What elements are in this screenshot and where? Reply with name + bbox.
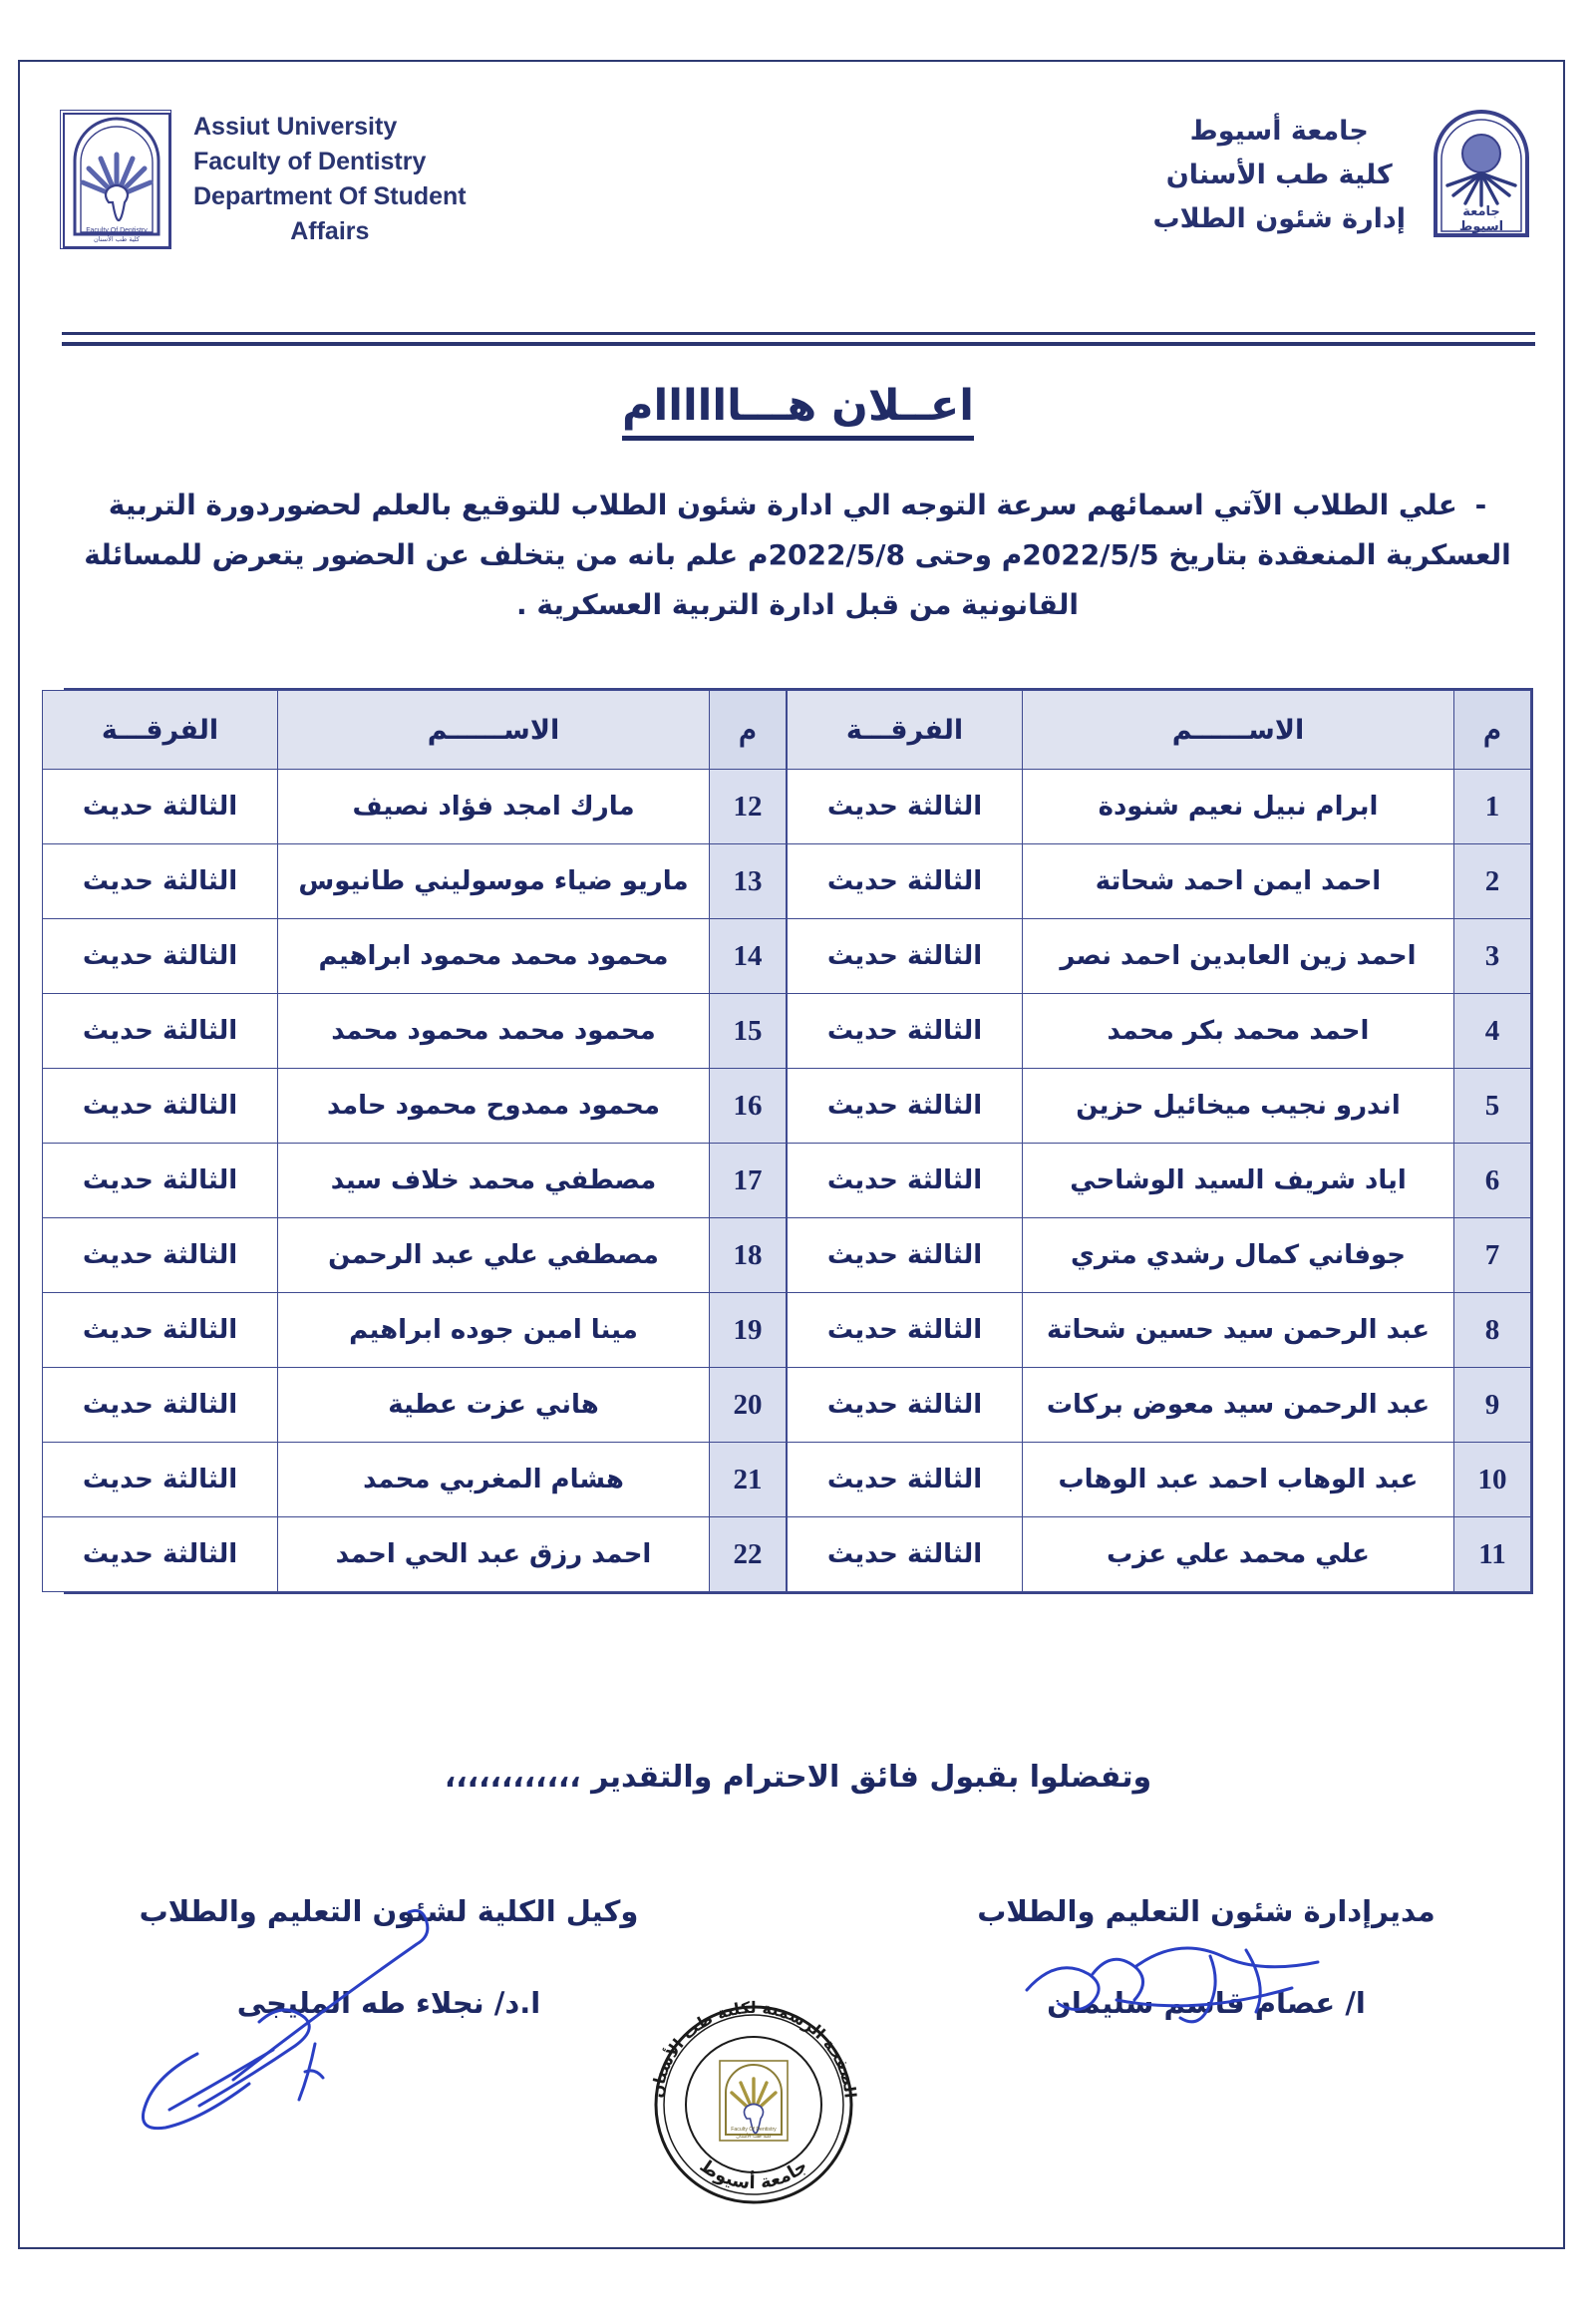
cell-num: 3 xyxy=(1454,919,1531,994)
cell-num: 10 xyxy=(1454,1443,1531,1517)
signature-title-left: وكيل الكلية لشئون التعليم والطلاب xyxy=(139,1894,639,1928)
svg-text:جامعة أسيوط xyxy=(696,2155,811,2193)
header-ar-line2: كلية طب الأسنان xyxy=(1165,160,1393,191)
cell-student-name: عبد الوهاب احمد عبد الوهاب xyxy=(1023,1443,1454,1517)
cell-student-name: هاني عزت عطية xyxy=(278,1368,710,1443)
header-ar-line1: جامعة أسيوط xyxy=(1189,116,1369,148)
table-row xyxy=(788,1144,1531,1218)
header-arabic-text xyxy=(1152,110,1406,240)
col-header-grade: الفرقـــة xyxy=(43,691,278,770)
cell-grade: الثالثة حديث xyxy=(43,919,278,994)
cell-num: 1 xyxy=(1454,770,1531,844)
table-row xyxy=(43,844,787,919)
cell-grade: الثالثة حديث xyxy=(43,1517,278,1592)
svg-text:كلية طب الأسنان: كلية طب الأسنان xyxy=(736,2134,772,2140)
table-body-right xyxy=(788,770,1531,1592)
cell-num: 5 xyxy=(1454,1069,1531,1144)
cell-grade: الثالثة حديث xyxy=(43,994,278,1069)
cell-student-name: جوفاني كمال رشدي متري xyxy=(1023,1218,1454,1293)
svg-text:كلية طب الأسنان: كلية طب الأسنان xyxy=(93,235,141,243)
header-en-line2: Faculty of Dentistry xyxy=(193,148,427,175)
col-header-num: م xyxy=(1454,691,1531,770)
table-row xyxy=(788,1368,1531,1443)
closing-salutation: وتفضلوا بقبول فائق الاحترام والتقدير ،،،،،،،،،،،، xyxy=(444,1760,1152,1795)
cell-student-name: مصطفي محمد خلاف سيد xyxy=(278,1144,710,1218)
cell-grade: الثالثة حديث xyxy=(788,919,1023,994)
cell-grade: الثالثة حديث xyxy=(43,770,278,844)
official-stamp xyxy=(638,1989,869,2220)
table-row xyxy=(43,1218,787,1293)
cell-num: 4 xyxy=(1454,994,1531,1069)
cell-student-name: محمود محمد محمود محمد xyxy=(278,994,710,1069)
signature-block-student-affairs-director xyxy=(887,1894,1525,2020)
page-title-text: اعــلان هـــاااااام xyxy=(622,381,974,441)
table-row xyxy=(788,994,1531,1069)
signature-block-vice-dean xyxy=(70,1894,708,2020)
cell-num: 2 xyxy=(1454,844,1531,919)
header-divider-upper xyxy=(62,332,1535,335)
students-table-left xyxy=(42,690,787,1592)
cell-num: 20 xyxy=(710,1368,787,1443)
cell-student-name: احمد رزق عبد الحي احمد xyxy=(278,1517,710,1592)
table-row xyxy=(788,844,1531,919)
faculty-of-dentistry-logo xyxy=(60,110,171,249)
table-row xyxy=(788,1218,1531,1293)
table-body-left xyxy=(43,770,787,1592)
header-en-line1: Assiut University xyxy=(193,113,398,141)
table-row xyxy=(43,770,787,844)
table-row xyxy=(43,1368,787,1443)
cell-student-name: اندرو نجيب ميخائيل حزين xyxy=(1023,1069,1454,1144)
cell-num: 13 xyxy=(710,844,787,919)
table-row xyxy=(788,1293,1531,1368)
svg-text:Faculty Of Dentistry: Faculty Of Dentistry xyxy=(731,2127,777,2133)
cell-grade: الثالثة حديث xyxy=(43,844,278,919)
cell-num: 16 xyxy=(710,1069,787,1144)
cell-student-name: ابرام نبيل نعيم شنودة xyxy=(1023,770,1454,844)
cell-num: 12 xyxy=(710,770,787,844)
cell-grade: الثالثة حديث xyxy=(43,1443,278,1517)
cell-num: 11 xyxy=(1454,1517,1531,1592)
signature-name-right: ا/ عصام قاسم سليمان xyxy=(1047,1986,1366,2020)
table-row xyxy=(788,1069,1531,1144)
cell-num: 9 xyxy=(1454,1368,1531,1443)
col-header-num: م xyxy=(710,691,787,770)
cell-grade: الثالثة حديث xyxy=(43,1069,278,1144)
cell-student-name: محمود محمد محمود ابراهيم xyxy=(278,919,710,994)
cell-student-name: احمد زين العابدين احمد نصر xyxy=(1023,919,1454,994)
header-english-block xyxy=(60,110,467,249)
cell-student-name: اياد شريف السيد الوشاحي xyxy=(1023,1144,1454,1218)
cell-num: 8 xyxy=(1454,1293,1531,1368)
cell-num: 17 xyxy=(710,1144,787,1218)
cell-grade: الثالثة حديث xyxy=(788,994,1023,1069)
table-row xyxy=(43,1517,787,1592)
cell-num: 22 xyxy=(710,1517,787,1592)
cell-grade: الثالثة حديث xyxy=(788,1069,1023,1144)
table-row xyxy=(43,1293,787,1368)
cell-num: 18 xyxy=(710,1218,787,1293)
col-header-name: الاســــــم xyxy=(1023,691,1454,770)
table-row xyxy=(43,1069,787,1144)
table-header-row xyxy=(43,691,787,770)
cell-grade: الثالثة حديث xyxy=(788,1293,1023,1368)
signature-title-right: مديرإدارة شئون التعليم والطلاب xyxy=(977,1894,1436,1928)
cell-student-name: مصطفي علي عبد الرحمن xyxy=(278,1218,710,1293)
header-en-line4: Affairs xyxy=(290,217,370,245)
students-table-right xyxy=(787,690,1531,1592)
students-tables xyxy=(64,688,1533,1594)
header-en-line3: Department Of Student xyxy=(193,182,467,210)
cell-num: 14 xyxy=(710,919,787,994)
table-row xyxy=(788,770,1531,844)
announcement-text: علي الطلاب الآتي اسمائهم سرعة التوجه الي ادارة شئون الطلاب للتوقيع بالعلم لحضوردورة التربية العسكرية المنعقدة بتاريخ 2022/5/5م وحتى 2022/5/8م علم بانه من يتخلف عن الحضور يتعرض للمسائلة القانونية من قبل ادارة التربية العسكرية . xyxy=(84,489,1511,621)
cell-grade: الثالثة حديث xyxy=(788,1443,1023,1517)
cell-grade: الثالثة حديث xyxy=(788,1517,1023,1592)
col-header-grade: الفرقـــة xyxy=(788,691,1023,770)
cell-num: 7 xyxy=(1454,1218,1531,1293)
cell-student-name: احمد محمد بكر محمد xyxy=(1023,994,1454,1069)
svg-text:جامعة: جامعة xyxy=(1462,204,1500,219)
table-row xyxy=(43,919,787,994)
cell-grade: الثالثة حديث xyxy=(788,1218,1023,1293)
svg-text:اسيوط: اسيوط xyxy=(1458,219,1504,234)
cell-grade: الثالثة حديث xyxy=(43,1368,278,1443)
announcement-bullet: - xyxy=(1474,489,1487,521)
table-row xyxy=(43,1144,787,1218)
cell-grade: الثالثة حديث xyxy=(788,770,1023,844)
cell-grade: الثالثة حديث xyxy=(43,1144,278,1218)
cell-grade: الثالثة حديث xyxy=(788,1144,1023,1218)
cell-grade: الثالثة حديث xyxy=(43,1218,278,1293)
cell-student-name: عبد الرحمن سيد معوض بركات xyxy=(1023,1368,1454,1443)
cell-student-name: محمود ممدوح محمود حامد xyxy=(278,1069,710,1144)
header-arabic-block xyxy=(1152,110,1535,241)
announcement-body xyxy=(70,481,1525,629)
header-divider-lower xyxy=(62,342,1535,346)
cell-student-name: مارك امجد فؤاد نصيف xyxy=(278,770,710,844)
assiut-university-logo xyxy=(1428,110,1535,241)
table-row xyxy=(788,919,1531,994)
cell-student-name: عبد الرحمن سيد حسين شحاتة xyxy=(1023,1293,1454,1368)
svg-text:Faculty Of Dentistry: Faculty Of Dentistry xyxy=(86,227,148,234)
table-header-row xyxy=(788,691,1531,770)
table-row xyxy=(43,994,787,1069)
cell-num: 6 xyxy=(1454,1144,1531,1218)
cell-student-name: هشام المغربي محمد xyxy=(278,1443,710,1517)
table-row xyxy=(788,1443,1531,1517)
cell-student-name: احمد ايمن احمد شحاتة xyxy=(1023,844,1454,919)
document-header xyxy=(60,110,1535,309)
cell-grade: الثالثة حديث xyxy=(788,844,1023,919)
cell-student-name: مينا امين جوده ابراهيم xyxy=(278,1293,710,1368)
signature-name-left: ا.د/ نجلاء طه المليجى xyxy=(236,1986,541,2020)
cell-num: 15 xyxy=(710,994,787,1069)
header-english-text xyxy=(193,110,467,249)
cell-student-name: علي محمد علي عزب xyxy=(1023,1517,1454,1592)
table-row xyxy=(43,1443,787,1517)
stamp-bottom-text: جامعة أسيوط xyxy=(695,2154,812,2194)
cell-num: 19 xyxy=(710,1293,787,1368)
stamp-outer-text: الصفحة الرسمية لكلية طب الأسنان xyxy=(647,1997,860,2100)
col-header-name: الاســــــم xyxy=(278,691,710,770)
header-ar-line3: إدارة شئون الطلاب xyxy=(1152,202,1406,234)
table-row xyxy=(788,1517,1531,1592)
cell-num: 21 xyxy=(710,1443,787,1517)
page-title xyxy=(0,381,1596,431)
cell-grade: الثالثة حديث xyxy=(788,1368,1023,1443)
cell-student-name: ماريو ضياء موسوليني طانيوس xyxy=(278,844,710,919)
cell-grade: الثالثة حديث xyxy=(43,1293,278,1368)
